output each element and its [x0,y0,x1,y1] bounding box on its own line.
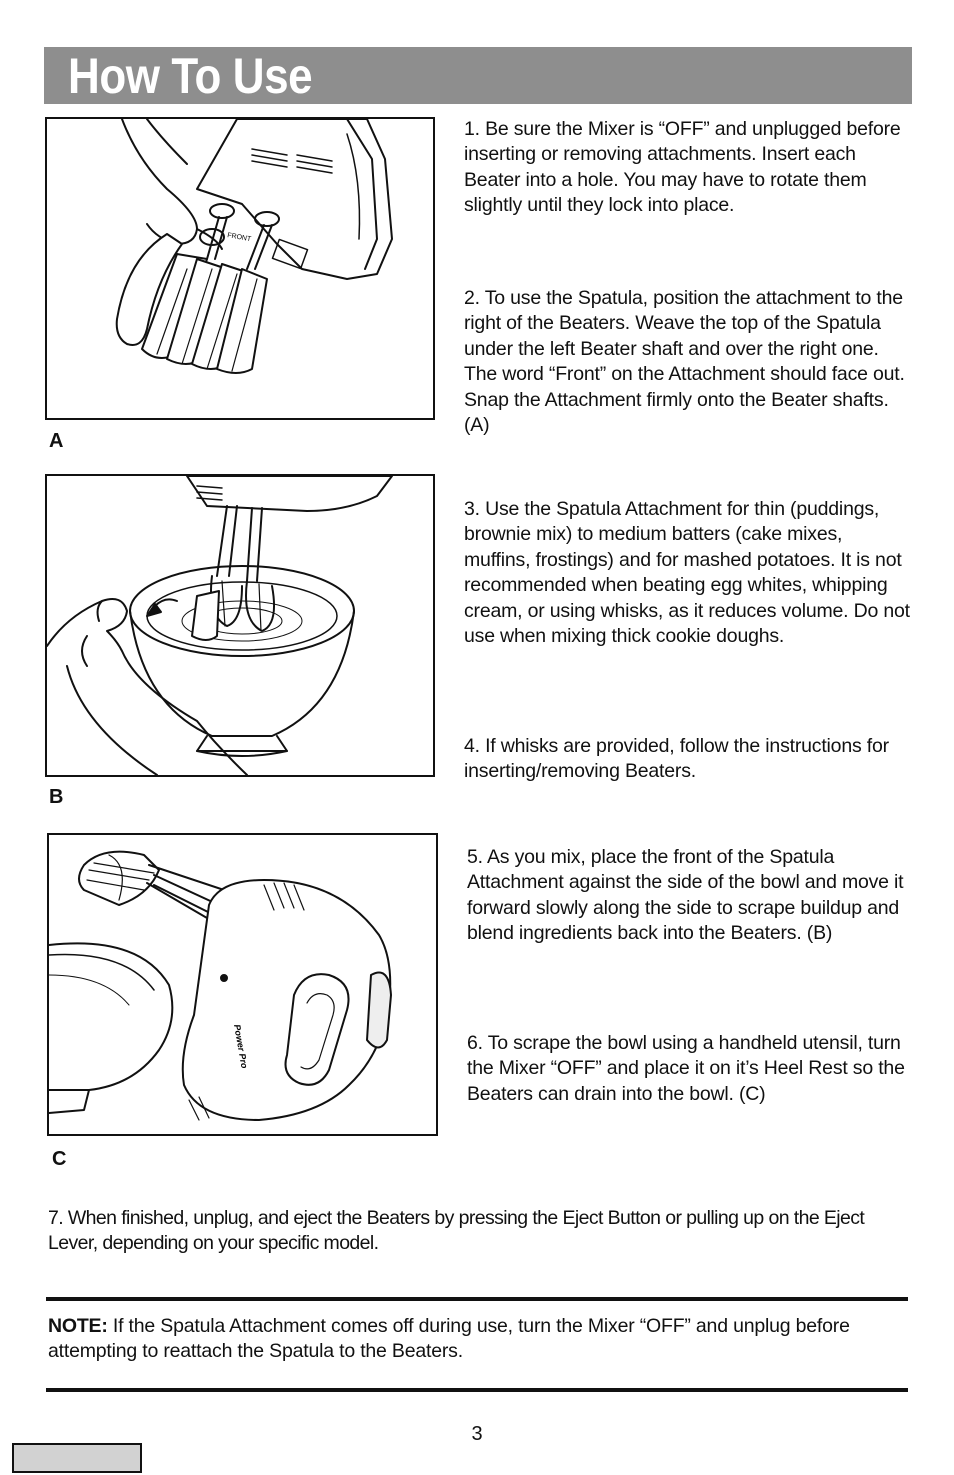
figure-b-illustration [45,474,435,777]
note-text: If the Spatula Attachment comes off during use, turn the Mixer “OFF” and unplug before attempting to reattach the Spatula to the Beaters. [48,1315,850,1363]
step-5-text: 5. As you mix, place the front of the Spatula Attachment against the side of the bowl and move it forward slowly along the side to scrape buildup and blend ingredients back into the Beaters. (B) [467,846,904,945]
step-7-text: 7. When finished, unplug, and eject the Beaters by pressing the Eject Button or pulling up on the Eject Lever, depending on your specific model. [48,1207,865,1255]
figure-c-label: C [52,1148,67,1170]
corner-tab-box [12,1443,142,1473]
step-2-text: 2. To use the Spatula, position the attachment to the right of the Beaters. Weave the top of the Spatula under the left Beater shaft and over the right one. The word “Front” on the Attachment should face out. Snap the Attachment firmly onto the Beater shafts. (A) [464,287,905,437]
step-3-text: 3. Use the Spatula Attachment for thin (puddings, brownie mix) to medium batters (cake mixes, muffins, frostings) and for mashed potatoes. It is not recommended when beating egg whites, whipping cream, or using whisks, as it reduces volume. Do not use when mixing thick cookie doughs. [464,498,910,648]
mixer-heel-rest-drawing [49,835,436,1134]
note-top-rule [46,1297,908,1301]
mixer-beater-insertion-drawing [47,119,433,418]
brand-name-text: Power Pro [232,1023,250,1070]
note-label: NOTE: [48,1315,108,1337]
page-title: How To Use [68,48,313,104]
front-marking-text: FRONT [226,232,252,244]
step-6-text: 6. To scrape the bowl using a handheld utensil, turn the Mixer “OFF” and place it on it’s Heel Rest so the Beaters can drain into the bowl. (C) [467,1032,905,1105]
figure-a-label: A [49,430,64,452]
note-bottom-rule [46,1388,908,1392]
mixing-bowl-drawing [47,476,433,775]
figure-b-label: B [49,786,64,808]
note-paragraph [48,1314,910,1365]
page-number: 3 [471,1423,483,1445]
figure-c-illustration [47,833,438,1136]
title-banner [44,47,912,104]
figure-a-illustration [45,117,435,420]
step-4-text: 4. If whisks are provided, follow the instructions for inserting/removing Beaters. [464,735,889,783]
step-1-text: 1. Be sure the Mixer is “OFF” and unplugged before inserting or removing attachments. Insert each Beater into a hole. You may have to rotate them slightly until they lock into place. [464,118,901,217]
